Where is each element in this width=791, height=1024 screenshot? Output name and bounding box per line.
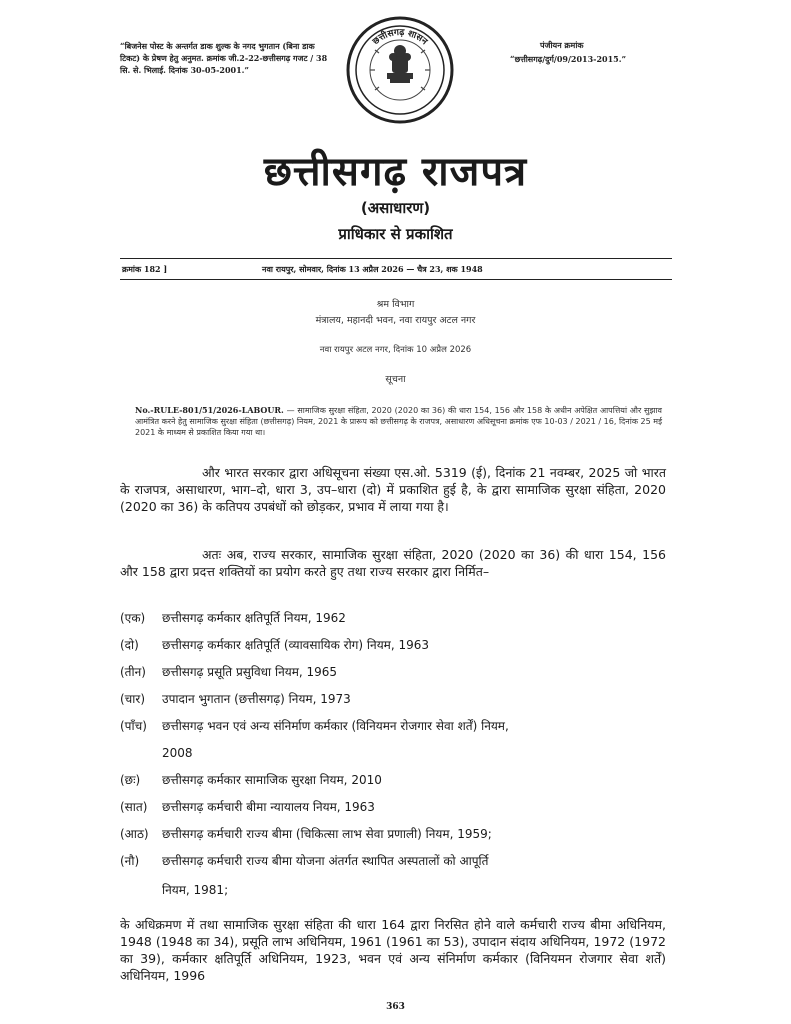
page-number: 363 <box>386 1002 405 1012</box>
list-item: (एक) छत्तीसगढ़ कर्मकार क्षतिपूर्ति नियम, 1962 <box>120 611 346 625</box>
notice-label: सूचना <box>385 374 406 385</box>
list-item: (पाँच) छत्तीसगढ़ भवन एवं अन्य संनिर्माण कर्मकार (विनियमन रोजगार सेवा शर्तें) नियम, <box>120 719 509 733</box>
intro-paragraph <box>135 405 662 438</box>
department-name: श्रम विभाग <box>376 299 415 310</box>
gazette-subtitle: (असाधारण) <box>360 199 431 217</box>
state-emblem-icon <box>345 15 455 125</box>
paragraph-2: अतः अब, राज्य सरकार, सामाजिक सुरक्षा संहिता, 2020 (2020 का 36) की धारा 154, 156 और 158 द्वारा प्रदत्त शक्तियों का प्रयोग करते हुए तथा राज्य सरकार द्वारा निर्मित– <box>120 547 666 579</box>
ref-number: No.-RULE-801/51/2026-LABOUR. <box>135 405 284 415</box>
list-item: (दो) छत्तीसगढ़ कर्मकार क्षतिपूर्ति (व्यावसायिक रोग) नियम, 1963 <box>120 638 430 652</box>
place-date: नवा रायपुर अटल नगर, दिनांक 10 अप्रैल 2026 <box>319 345 472 355</box>
divider-bottom <box>120 279 672 280</box>
paragraph-3: के अधिक्रमण में तथा सामाजिक सुरक्षा संहिता की धारा 164 द्वारा निरसित होने वाले कर्मचारी राज्य बीमा अधिनियम, 1948 (1948 का 34), प्रसूति लाभ अधिनियम, 1961 (1961 का 53), उपादान संदाय अधिनियम, 1972 (1972 का 39), कर्मकार क्षतिपूर्ति अधिनियम, 1923, भवन एवं अन्य संनिर्माण कर्मकार (विनियमन रोजगार सेवा शर्तें) अधिनियम, 1996 <box>120 917 666 983</box>
list-item-cont: 2008 <box>162 746 193 760</box>
paragraph-1: और भारत सरकार द्वारा अधिसूचना संख्या एस.ओ. 5319 (ई), दिनांक 21 नवम्बर, 2025 जो भारत के राजपत्र, असाधारण, भाग–दो, धारा 3, उप–धारा (दो) में प्रकाशित हुई है, के द्वारा सामाजिक सुरक्षा संहिता, 2020 (2020 का 36) के कतिपय उपबंधों को छोड़कर, प्रभाव में लाया गया है। <box>120 465 666 514</box>
emblem-text: छत्तीसगढ़ शासन <box>371 27 429 48</box>
postal-note: “बिजनेस पोस्ट के अन्तर्गत डाक शुल्क के नगद भुगतान (बिना डाक टिकट) के प्रेषण हेतु अनुमत. क्रमांक जी.2-22-छत्तीसगढ़ गजट / 38 सि. से. भिलाई. दिनांक 30-05-2001.” <box>120 41 328 75</box>
registration-label: पंजीयन क्रमांक <box>540 40 584 50</box>
list-item: (सात) छत्तीसगढ़ कर्मचारी बीमा न्यायालय नियम, 1963 <box>120 800 375 814</box>
list-item: (आठ) छत्तीसगढ़ कर्मचारी राज्य बीमा (चिकित्सा लाभ सेवा प्रणाली) नियम, 1959; <box>120 827 492 841</box>
department-address: मंत्रालय, महानदी भवन, नवा रायपुर अटल नगर <box>315 315 476 326</box>
list-item-cont: नियम, 1981; <box>162 883 229 897</box>
list-item: (चार) उपादान भुगतान (छत्तीसगढ़) नियम, 1973 <box>120 692 351 706</box>
list-item: (नौ) छत्तीसगढ़ कर्मचारी राज्य बीमा योजना अंतर्गत स्थापित अस्पतालों को आपूर्ति <box>120 854 489 868</box>
gazette-title: छत्तीसगढ़ राजपत्र <box>263 149 528 195</box>
registration-value: “छत्तीसगढ़/दुर्ग/09/2013-2015.” <box>510 54 627 64</box>
issue-number: क्रमांक 182 ] <box>122 264 168 274</box>
list-item: (तीन) छत्तीसगढ़ प्रसूति प्रसुविधा नियम, 1965 <box>120 665 338 679</box>
list-item: (छः) छत्तीसगढ़ कर्मकार सामाजिक सुरक्षा नियम, 2010 <box>120 773 382 787</box>
gazette-authority: प्राधिकार से प्रकाशित <box>338 225 453 243</box>
divider-top <box>120 258 672 259</box>
issue-date: नवा रायपुर, सोमवार, दिनांक 13 अप्रैल 2026 — चैत्र 23, शक 1948 <box>262 264 483 274</box>
intro-text: — सामाजिक सुरक्षा संहिता, 2020 (2020 का 36) की धारा 154, 156 और 158 के अधीन अपेक्षित आपत्तियां और सुझाव आमंत्रित करने हेतु सामाजिक सुरक्षा संहिता (छत्तीसगढ़) नियम, 2021 के प्रारूप को छत्तीसगढ़ के राजपत्र, असाधारण अधिसूचना क्रमांक एफ 10-03 / 2021 / 16, दिनांक 25 मई 2021 के माध्यम से प्रकाशित किया गया था। <box>135 406 662 437</box>
